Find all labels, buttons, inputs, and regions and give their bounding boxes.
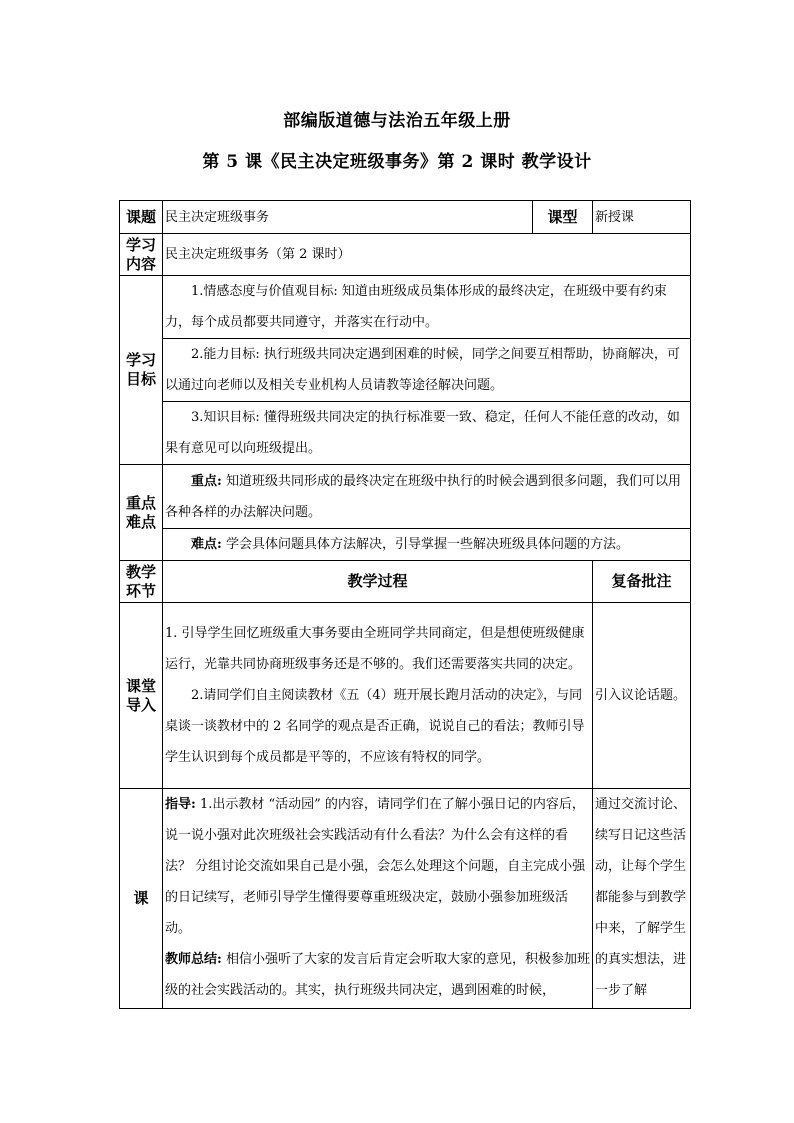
intro-paragraph-1: 1. 引导学生回忆班级重大事务要由全班同学共同商定，但是想使班级健康运行，光靠共同协商班级事务还是不够的。我们还需要落实共同的决定。 <box>165 626 585 672</box>
process-header-row <box>120 561 691 603</box>
goal-item-1 <box>163 276 691 339</box>
lesson-note-text: 通过交流讨论、续写日记这些活动，让每个学生都能参与到教学中来，了解学生的真实想法，进一步了解 <box>595 797 687 998</box>
lesson-row <box>120 789 691 1009</box>
document-title: 部编版道德与法治五年级上册 <box>283 111 511 131</box>
summary-label: 教师总结: <box>165 952 222 967</box>
goal-item-2 <box>163 339 691 402</box>
intro-note: 引入议论话题。 <box>593 603 691 789</box>
key-difficulty-cell <box>163 529 691 561</box>
goal-item-3 <box>163 402 691 465</box>
key-row <box>120 465 691 529</box>
type-label: 课型 <box>533 201 593 234</box>
topic-value: 民主决定班级事务 <box>163 201 533 234</box>
difficulty-label: 难点: <box>191 537 222 552</box>
content-label: 学习 内容 <box>120 234 163 276</box>
lesson-plan-table <box>119 200 691 1009</box>
row-topic <box>120 201 691 234</box>
intro-label: 课堂 导入 <box>120 603 163 789</box>
content-value: 民主决定班级事务（第 2 课时） <box>163 234 691 276</box>
key-label: 重点 难点 <box>120 465 163 561</box>
guide-label: 指导: <box>165 797 196 812</box>
difficulty-row <box>120 529 691 561</box>
lesson-label: 课 <box>120 789 163 1009</box>
guide-text: 1.出示教材 “活动园” 的内容，请同学们在了解小强日记的内容后，说一说小强对此次班级社会实践活动有什么看法？为什么会有这样的看法？ 分组讨论交流如果自己是小强，会怎么处理这个问题，自主完成小强的日记续写，老师引导学生懂得要尊重班级决定，鼓励小强参加班级活动。 <box>165 797 586 936</box>
process-header: 教学过程 <box>163 561 593 603</box>
difficulty-text: 学会具体问题具体方法解决，引导掌握一些解决班级具体问题的方法。 <box>221 537 629 552</box>
type-value: 新授课 <box>593 201 691 234</box>
row-content <box>120 234 691 276</box>
lesson-summary <box>165 944 590 1006</box>
goal-text: 1.情感态度与价值观目标: 知道由班级成员集体形成的最终决定，在班级中要有约束力，每个成员都要共同遵守，并落实在行动中。 <box>165 284 667 330</box>
notes-header: 复备批注 <box>593 561 691 603</box>
intro-content <box>163 603 593 789</box>
summary-text: 相信小强听了大家的发言后肯定会听取大家的意见，积极参加班级的社会实践活动的。其实，执行班级共同决定，遇到困难的时候， <box>165 952 590 998</box>
lesson-guide <box>165 789 590 944</box>
key-focus-cell <box>163 465 691 529</box>
goals-label: 学习 目标 <box>120 276 163 465</box>
goal-text: 3.知识目标: 懂得班级共同决定的执行标准要一致、稳定，任何人不能任意的改动，如果有意见可以向班级提出。 <box>165 410 680 456</box>
intro-row <box>120 603 691 789</box>
goal-row-3 <box>120 402 691 465</box>
intro-paragraph-2: 2.请同学们自主阅读教材《五（4）班开展长跑月活动的决定》，与同桌谈一谈教材中的 2 名同学的观点是否正确，说说自己的看法；教师引导学生认识到每个成员都是平等的，不应该有特权的同学。 <box>165 688 585 765</box>
goal-row-2 <box>120 339 691 402</box>
goal-row-1 <box>120 276 691 339</box>
lesson-note <box>593 789 691 1009</box>
lesson-content <box>163 789 593 1009</box>
stage-header: 教学 环节 <box>120 561 163 603</box>
focus-text: 知道班级共同形成的最终决定在班级中执行的时候会遇到很多问题，我们可以用各种各样的办法解决问题。 <box>165 473 681 520</box>
key-difficulty <box>165 529 688 560</box>
key-focus <box>165 466 688 528</box>
topic-label: 课题 <box>120 201 163 234</box>
lesson-title: 第 5 课《民主决定班级事务》第 2 课时 教学设计 <box>202 152 592 172</box>
focus-label: 重点: <box>191 473 222 489</box>
goal-text: 2.能力目标: 执行班级共同决定遇到困难的时候，同学之间要互相帮助，协商解决，可以通过向老师以及相关专业机构人员请教等途径解决问题。 <box>165 347 680 393</box>
